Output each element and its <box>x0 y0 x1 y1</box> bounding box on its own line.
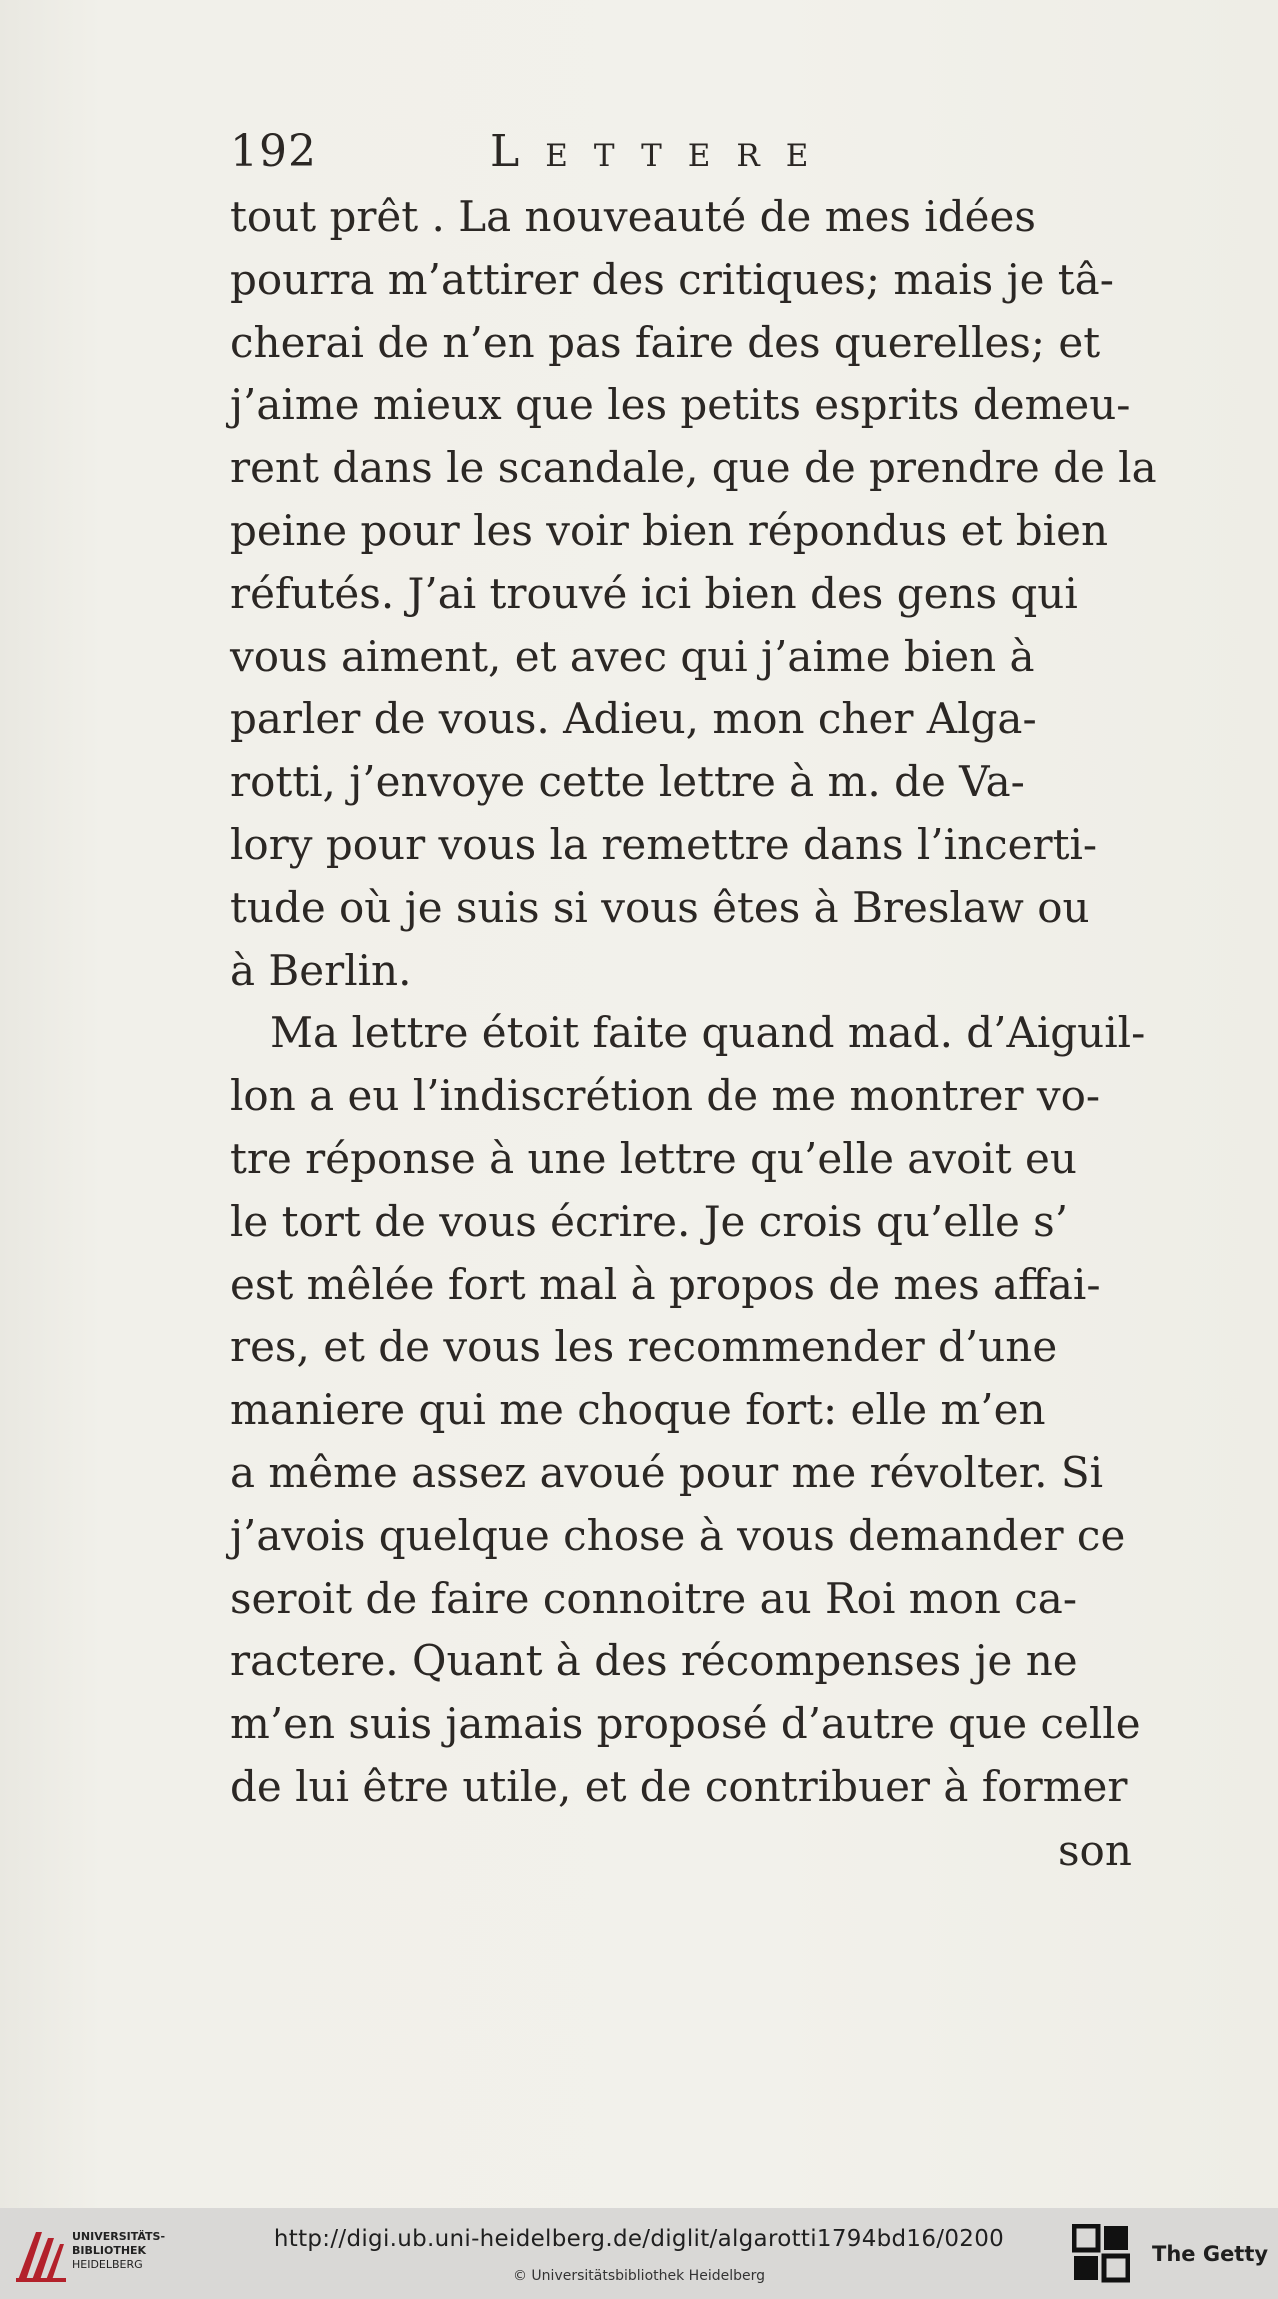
text-line: seroit de faire connoitre au Roi mon ca- <box>230 1573 1078 1623</box>
getty-label: The Getty <box>1152 2242 1269 2266</box>
text-line: lory pour vous la remettre dans l’incerti- <box>230 819 1098 869</box>
running-head: Lettere <box>490 126 835 177</box>
viewer-footer <box>0 2208 1278 2299</box>
text-line: a même assez avoué pour me révolter. Si <box>230 1447 1104 1497</box>
text-line: à Berlin. <box>230 945 412 995</box>
permalink-url[interactable]: http://digi.ub.uni-heidelberg.de/diglit/algarotti1794bd16/0200 <box>273 2226 1005 2252</box>
text-line: j’aime mieux que les petits esprits demeu- <box>230 380 1131 430</box>
text-line: est mêlée fort mal à propos de mes affai- <box>230 1259 1101 1309</box>
copyright-notice: © Universitätsbibliothek Heidelberg <box>512 2268 765 2284</box>
library-name: UNIVERSITÄTS- BIBLIOTHEK HEIDELBERG <box>72 2230 166 2271</box>
text-line: res, et de vous les recommender d’une <box>230 1322 1058 1372</box>
page-number: 192 <box>230 126 317 177</box>
text-line: maniere qui me choque fort: elle m’en <box>230 1385 1046 1435</box>
getty-logo[interactable] <box>1072 2222 1272 2286</box>
getty-mark-icon <box>1072 2224 1130 2284</box>
text-line: parler de vous. Adieu, mon cher Alga- <box>230 694 1037 744</box>
text-line: rent dans le scandale, que de prendre de la <box>230 443 1157 493</box>
text-line: tout prêt . La nouveauté de mes idées <box>230 192 1036 241</box>
catchword: son <box>1058 1826 1132 1875</box>
text-line: de lui être utile, et de contribuer à former <box>230 1761 1128 1811</box>
body-text <box>230 186 1180 1819</box>
text-line: pourra m’attirer des critiques; mais je tâ- <box>230 254 1114 304</box>
text-line: m’en suis jamais proposé d’autre que celle <box>230 1699 1141 1749</box>
text-line: cherai de n’en pas faire des querelles; et <box>230 317 1101 367</box>
text-line: ractere. Quant à des récompenses je ne <box>230 1636 1078 1686</box>
text-line: j’avois quelque chose à vous demander ce <box>230 1510 1126 1560</box>
text-line: rotti, j’envoye cette lettre à m. de Va- <box>230 757 1025 807</box>
text-line: lon a eu l’indiscrétion de me montrer vo- <box>230 1071 1101 1121</box>
text-line: le tort de vous écrire. Je crois qu’elle s’ <box>230 1196 1069 1246</box>
text-line: tude où je suis si vous êtes à Breslaw ou <box>230 882 1090 932</box>
text-line: réfutés. J’ai trouvé ici bien des gens qui <box>230 568 1078 618</box>
text-line: Ma lettre étoit faite quand mad. d’Aiguil- <box>230 1008 1146 1058</box>
page-header <box>230 122 930 182</box>
text-line: tre réponse à une lettre qu’elle avoit eu <box>230 1133 1077 1183</box>
text-line: vous aiment, et avec qui j’aime bien à <box>230 631 1035 681</box>
text-line: peine pour les voir bien répondus et bien <box>230 505 1109 555</box>
